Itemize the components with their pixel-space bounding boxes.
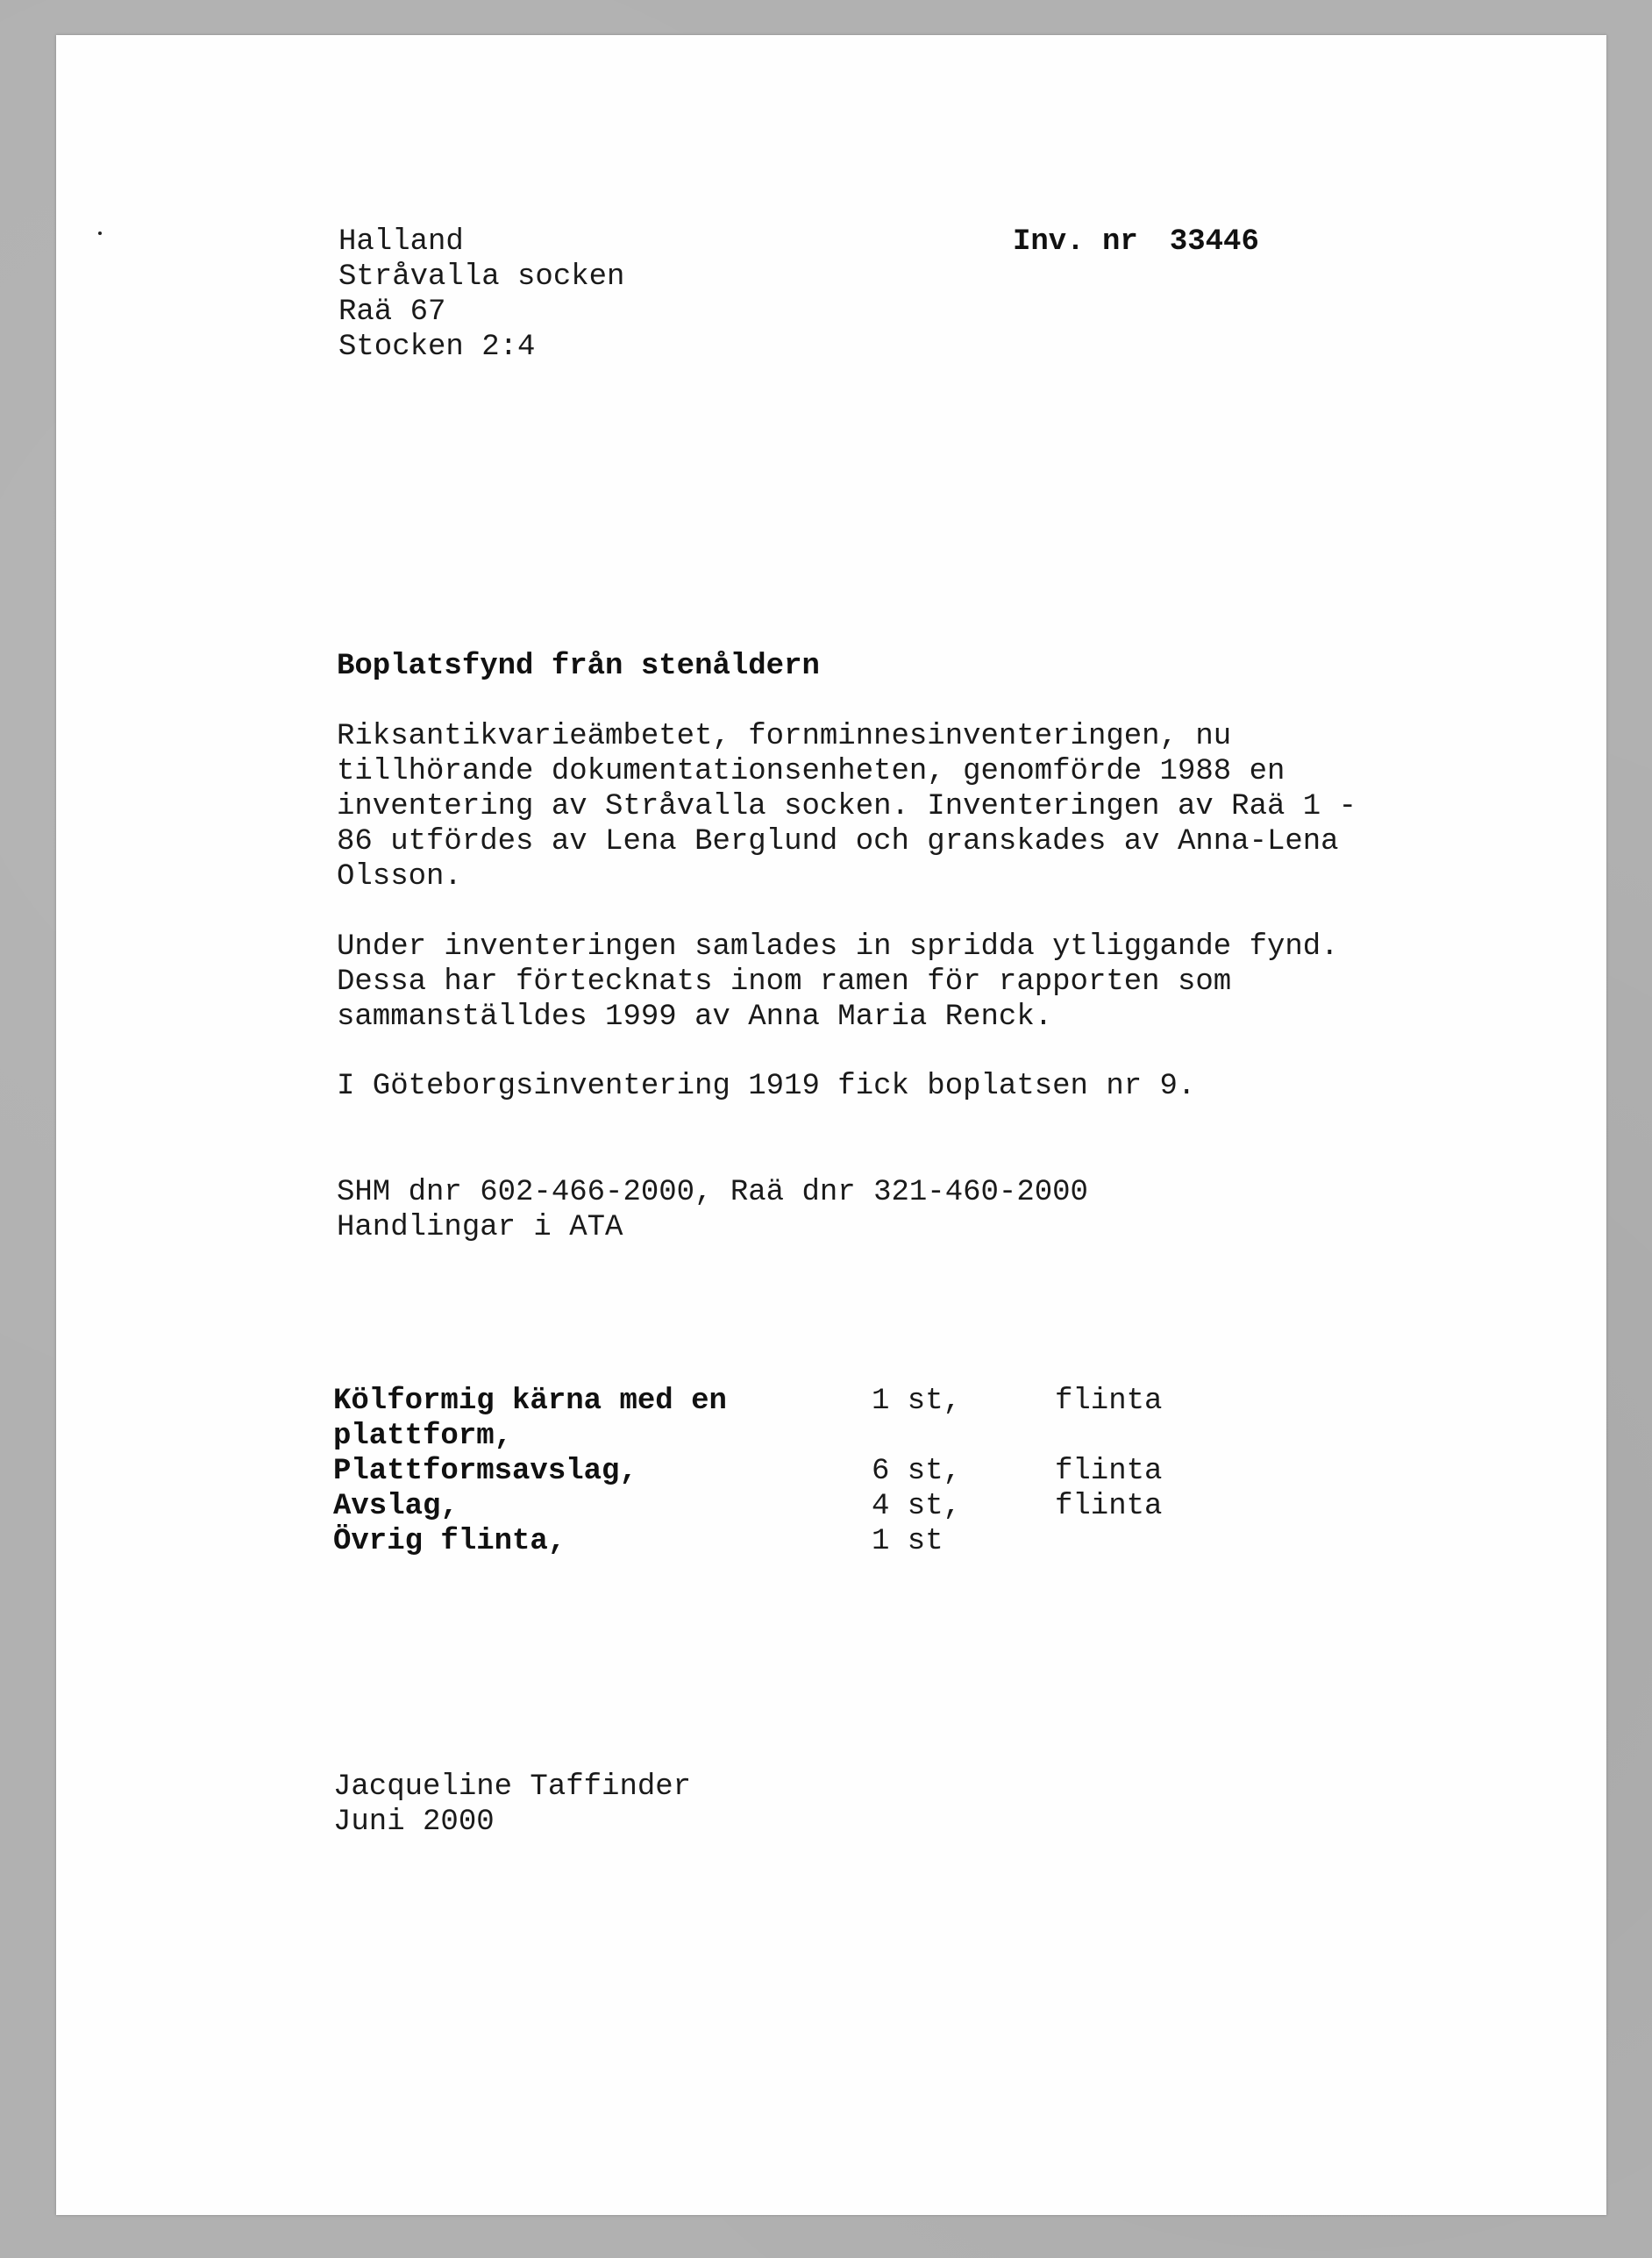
reference-dnr: SHM dnr 602-466-2000, Raä dnr 321-460-2000 bbox=[337, 1176, 1088, 1209]
find-name: Kölformig kärna med en plattform, bbox=[333, 1385, 727, 1453]
inventory-value: 33446 bbox=[1169, 225, 1259, 259]
find-row bbox=[333, 1524, 1298, 1559]
finds-list bbox=[333, 1384, 1298, 1559]
references-block bbox=[337, 1175, 1088, 1245]
paragraph-goteborg bbox=[337, 1069, 1195, 1104]
location-line-property: Stocken 2:4 bbox=[338, 331, 536, 364]
find-quantity: 1 st, bbox=[872, 1385, 962, 1418]
paragraph-line: Riksantikvarieämbetet, fornminnesinventeringen, nu bbox=[337, 720, 1232, 753]
paragraph-line: inventering av Stråvalla socken. Inventeringen av Raä 1 - bbox=[337, 790, 1356, 823]
paragraph-line: tillhörande dokumentationsenheten, genomförde 1988 en bbox=[337, 755, 1285, 788]
paragraph-line: Olsson. bbox=[337, 860, 462, 894]
inventory-label: Inv. nr bbox=[1013, 225, 1138, 259]
find-row bbox=[333, 1384, 1298, 1454]
find-quantity: 4 st, bbox=[872, 1490, 962, 1523]
location-line-parish: Stråvalla socken bbox=[338, 260, 625, 294]
paragraph-line: Under inventeringen samlades in spridda ytliggande fynd. bbox=[337, 930, 1339, 964]
find-row bbox=[333, 1454, 1298, 1489]
find-name: Plattformsavslag, bbox=[333, 1455, 637, 1488]
reference-archive: Handlingar i ATA bbox=[337, 1211, 623, 1244]
signature-block bbox=[333, 1770, 691, 1840]
location-line-raa: Raä 67 bbox=[338, 296, 446, 329]
location-block bbox=[338, 224, 624, 365]
signature-name: Jacqueline Taffinder bbox=[333, 1770, 692, 1804]
find-row bbox=[333, 1489, 1298, 1524]
paragraph-line: 86 utfördes av Lena Berglund och granskades av Anna-Lena bbox=[337, 825, 1339, 858]
find-quantity: 1 st bbox=[872, 1525, 943, 1558]
inventory-number bbox=[1013, 224, 1259, 260]
find-material: flinta bbox=[1055, 1455, 1163, 1488]
paragraph-finds bbox=[337, 930, 1339, 1035]
location-line-county: Halland bbox=[338, 225, 464, 259]
find-material: flinta bbox=[1055, 1385, 1163, 1418]
signature-date: Juni 2000 bbox=[333, 1806, 495, 1839]
ink-speck bbox=[98, 231, 102, 235]
paragraph-line: Dessa har förtecknats inom ramen för rapporten som bbox=[337, 965, 1232, 999]
document-page bbox=[56, 35, 1606, 2215]
paragraph-line: I Göteborgsinventering 1919 fick boplatsen nr 9. bbox=[337, 1070, 1196, 1103]
find-quantity: 6 st, bbox=[872, 1455, 962, 1488]
paragraph-line: sammanställdes 1999 av Anna Maria Renck. bbox=[337, 1001, 1053, 1034]
find-material: flinta bbox=[1055, 1490, 1163, 1523]
find-name: Avslag, bbox=[333, 1490, 459, 1523]
find-name: Övrig flinta, bbox=[333, 1525, 566, 1558]
paragraph-inventory bbox=[337, 719, 1356, 894]
document-title: Boplatsfynd från stenåldern bbox=[337, 650, 820, 683]
